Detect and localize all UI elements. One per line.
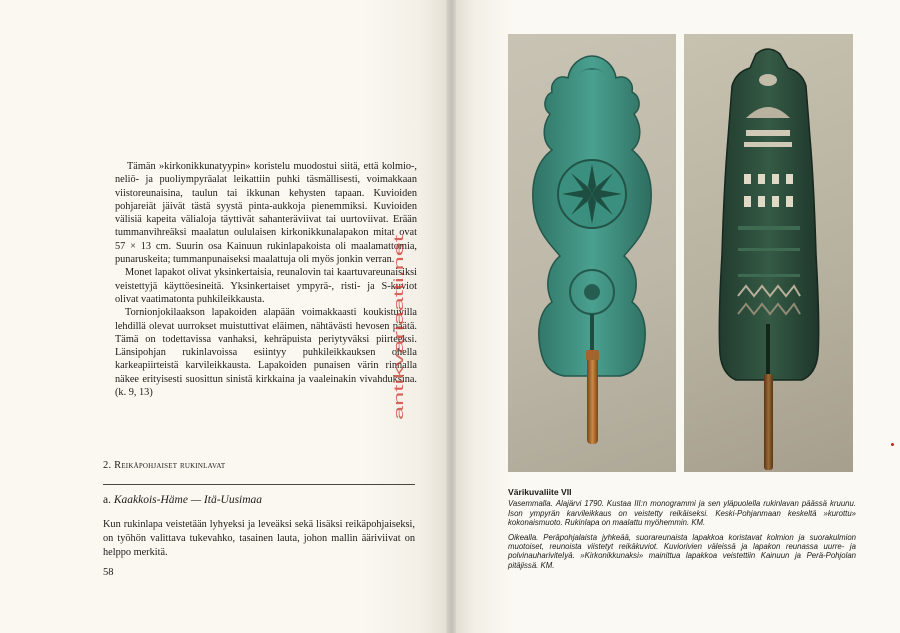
caption-right [508, 533, 856, 571]
paragraph: Monet lapakot olivat yksinkertaisia, reunalovin tai kaartuvareunaisiksi veistettyjä käyttöesineitä. Yksinkertaiset ympyrä-, risti- ja S-kuviot olivat vaatimatonta puhkileikkausta. [115, 267, 417, 305]
subsection-letter: a. [103, 494, 111, 506]
watermark-text: antikvariaatti.net [391, 325, 406, 420]
paragraph: Tornionjokilaakson lapakoiden alapään voimakkaasti koukistuvilla lehdillä olevat uurrokset muistuttivat eläimen, nähtävästi hevosen päätä. Tämä on todettavissa vanhaksi, kehräpuista periytyväksi piirteeksi. Länsipohjan rukinlavoissa esiintyy puhkileikkauksen ohella karkeapiirteistä karvileikkausta. Lapakoiden punaisen värin rinnalla näkee erityisesti suosittun sinistä kirkkaina ja vaaleinakin vivahduksina. (k. 9, 13) [115, 307, 417, 399]
caption-right-text: Peräpohjalaista jyhkeää, suorareunaista lapakkoa koristavat kolmion ja suorakulmion muotoiset, reunoista viistetyt reikäkuviot. Kuviorivien väleissä ja lapakon reunassa uurre- ja polvinauhariviteIyä. »Kirkonikkunaksi» mainittua lapakkoa veistettiin Kainuun ja Perä-Pohjolan pitäjissä. KM. [508, 532, 856, 570]
wooden-handle [587, 352, 598, 444]
section-heading [103, 460, 225, 471]
photo-dark-distaff [684, 34, 853, 472]
photo-caption [508, 488, 856, 575]
subsection-text: Kun rukinlapa veistetään lyhyeksi ja leveäksi sekä lisäksi reikäpohjaiseksi, on työhön valittava tukevahko, tasainen lauta, johon mallin ääriviivat on helppo merkitä. [103, 519, 415, 558]
caption-left-label: Vasemmalla. [508, 499, 553, 509]
wooden-handle [764, 374, 773, 470]
subsection-heading [103, 494, 262, 506]
watermark [391, 235, 409, 420]
caption-right-label: Oikealla. [508, 532, 539, 542]
section-rule [103, 484, 415, 485]
ink-speck [891, 443, 894, 446]
book-gutter [446, 0, 456, 633]
page-number: 58 [103, 567, 114, 578]
section-number: 2. [103, 460, 112, 471]
body-text [115, 160, 417, 399]
caption-title: Värikuvaliite VII [508, 487, 572, 497]
subsection-title: Kaakkois-Häme — Itä-Uusimaa [113, 494, 263, 506]
section-title: Reikäpohjaiset rukinlavat [114, 460, 226, 471]
caption-left [508, 499, 856, 527]
photo-green-distaff [508, 34, 676, 472]
caption-left-text: Alajärvi 1790. Kustaa III:n monogrammi ja sen yläpuolella rukinlavan päässä kruunu. Ison ympyrän karvileikkaus on veistetty reikäiseksi. Keski-Pohjanmaan keskeltä »kurottu» kokonaismuoto. Rukinlapa on maalattu myöhemmin. KM. [508, 499, 857, 528]
paragraph: Tämän »kirkonikkunatyypin» koristelu muodostui siitä, että kolmio-, neliö- ja puoliympyräalat leikattiin puhki täsmällisesti, voimakkaan viistoreunaisina, taulun tai ikkunan kehysten tapaan. Kuvioiden pohjareiät jäivät tästä syystä pinta-aukkoja pienemmiksi. Kuvioiden välisiä kapeita välialoja täyttivät sahanteräviivat tai uurtoviivat. Erään tummanvihreäksi maalatun oululaisen kirkonikkunalapakon mitat ovat 57 × 13 cm. Suurin osa Kainuun rukinlapakoista oli maalamattomia, punaruskeita; tummanpunaiseksi maalattuja oli myös jonkin verran. [115, 161, 417, 266]
